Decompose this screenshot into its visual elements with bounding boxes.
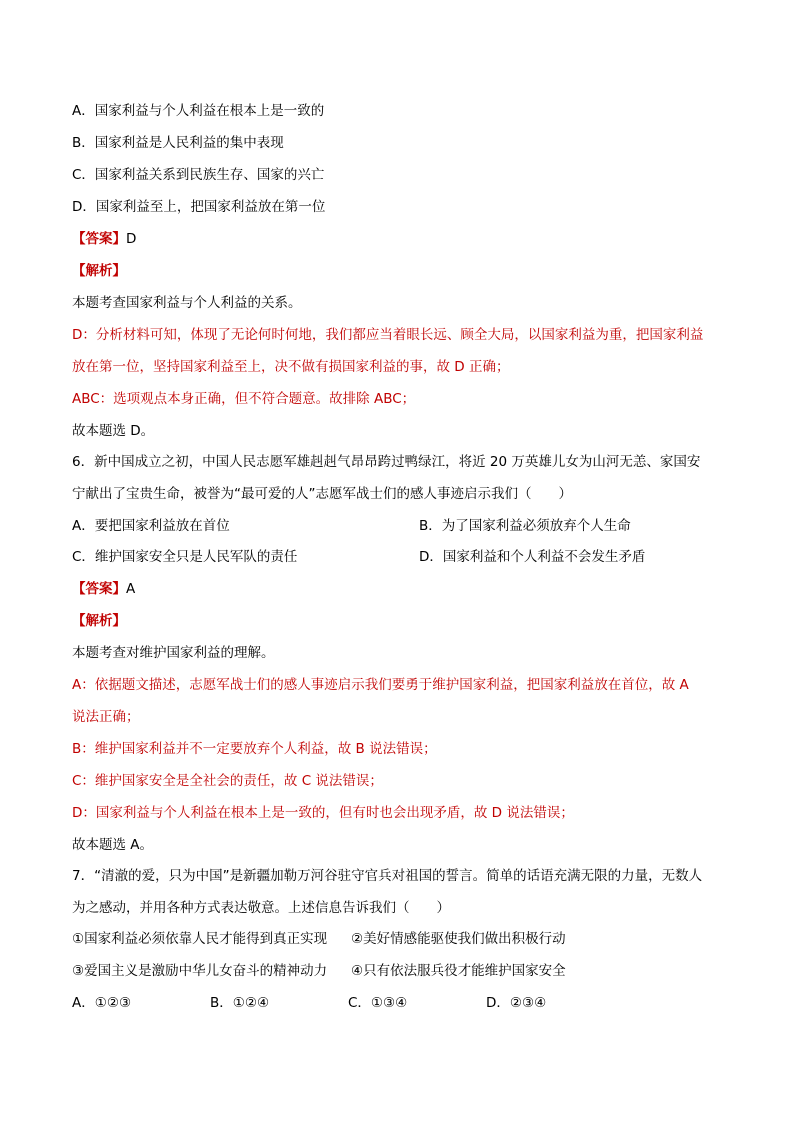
q5-option-b: B．国家利益是人民利益的集中表现 (72, 135, 284, 151)
answer-label: 【答案】 (72, 581, 126, 597)
q5-analysis-label: 【解析】 (72, 263, 126, 279)
q5-analysis-line: 故本题选 D。 (72, 423, 155, 439)
q6-options-row (72, 517, 724, 535)
q5-analysis-line: D：分析材料可知，体现了无论何时何地，我们都应当着眼长远、顾全大局，以国家利益为重，把国家利益 (72, 327, 704, 343)
q6-analysis-line: 故本题选 A。 (72, 837, 154, 853)
answer-value: A (126, 581, 136, 597)
q6-analysis-label: 【解析】 (72, 613, 126, 629)
q5-option-a: A．国家利益与个人利益在根本上是一致的 (72, 103, 325, 119)
q5-option-c: C．国家利益关系到民族生存、国家的兴亡 (72, 167, 325, 183)
q6-analysis-line: 说法正确； (72, 709, 140, 725)
q7-stem: 7．“清澈的爱，只为中国”是新疆加勒万河谷驻守官兵对祖国的誓言。简单的话语充满无限的力量，无数人 (72, 868, 703, 884)
q7-statement: ④只有依法服兵役才能维护国家安全 (351, 963, 566, 979)
q7-option-b: B．①②④ (210, 995, 270, 1011)
q6-analysis-line: D：国家利益与个人利益在根本上是一致的，但有时也会出现矛盾，故 D 说法错误； (72, 805, 574, 821)
q5-option-d: D．国家利益至上，把国家利益放在第一位 (72, 199, 326, 215)
q7-statement: ③爱国主义是激励中华儿女奋斗的精神动力 (72, 963, 328, 979)
q7-statement: ②美好情感能驱使我们做出积极行动 (351, 931, 566, 947)
q6-option-c: C．维护国家安全只是人民军队的责任 (72, 549, 298, 565)
q7-option-c: C．①③④ (348, 995, 408, 1011)
q5-analysis-line: 本题考查国家利益与个人利益的关系。 (72, 295, 302, 311)
q6-option-a: A．要把国家利益放在首位 (72, 518, 230, 534)
q7-option-a: A．①②③ (72, 995, 132, 1011)
q6-stem: 6．新中国成立之初，中国人民志愿军雄赳赳气昂昂跨过鸭绿江，将近 20 万英雄儿女为山河无恙、家国安 (72, 454, 701, 470)
q6-option-b: B．为了国家利益必须放弃个人生命 (419, 518, 631, 534)
q6-analysis-line: A：依据题文描述，志愿军战士们的感人事迹启示我们要勇于维护国家利益，把国家利益放在首位，故 A (72, 677, 689, 693)
q6-option-d: D．国家利益和个人利益不会发生矛盾 (419, 549, 646, 565)
q5-answer (72, 230, 724, 248)
q7-statement: ①国家利益必须依靠人民才能得到真正实现 (72, 931, 328, 947)
q7-statements-row (72, 962, 724, 980)
answer-label: 【答案】 (72, 231, 126, 247)
q6-answer (72, 580, 724, 598)
answer-value: D (126, 231, 137, 247)
q5-analysis-line: ABC：选项观点本身正确，但不符合题意。故排除 ABC； (72, 391, 416, 407)
q7-option-d: D．②③④ (486, 995, 547, 1011)
q6-options-row (72, 548, 724, 566)
q7-statements-row (72, 930, 724, 948)
q5-analysis-line: 放在第一位，坚持国家利益至上，决不做有损国家利益的事，故 D 正确； (72, 359, 510, 375)
q6-analysis-line: 本题考查对维护国家利益的理解。 (72, 645, 275, 661)
q6-analysis-line: C：维护国家安全是全社会的责任，故 C 说法错误； (72, 773, 383, 789)
q7-stem: 为之感动，并用各种方式表达敬意。上述信息告诉我们（ ） (72, 900, 450, 916)
q6-stem: 宁献出了宝贵生命，被誉为“最可爱的人”志愿军战士们的感人事迹启示我们（ ） (72, 486, 572, 502)
q6-analysis-line: B：维护国家利益并不一定要放弃个人利益，故 B 说法错误； (72, 741, 437, 757)
